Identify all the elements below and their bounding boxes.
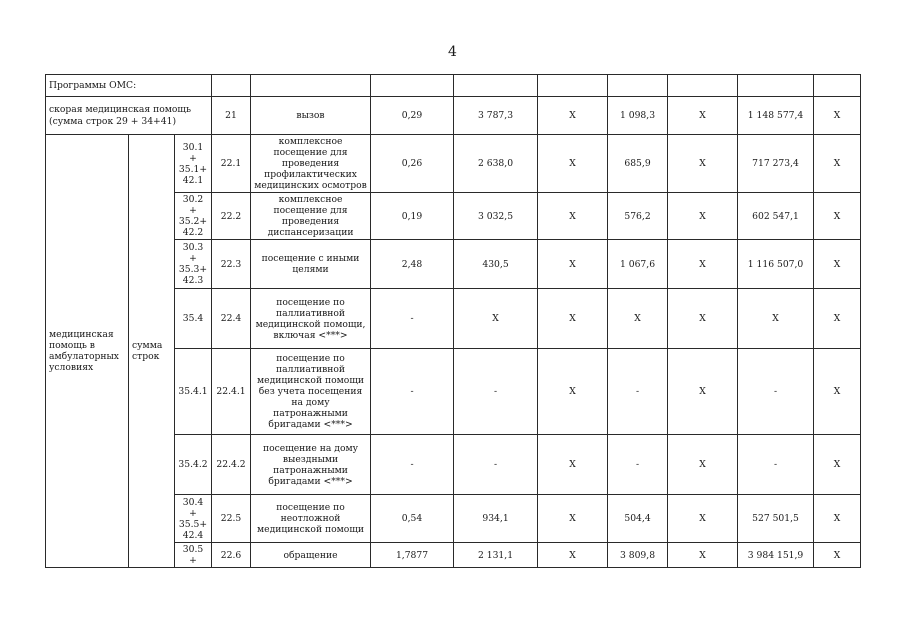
value-cell: 504,4 — [608, 495, 668, 543]
value-cell: X — [738, 289, 814, 349]
row-number: 21 — [212, 97, 251, 135]
value-cell: X — [454, 289, 538, 349]
value-cell: - — [371, 289, 454, 349]
value-cell: 3 984 151,9 — [738, 543, 814, 568]
value-cell: X — [538, 97, 608, 135]
row-number: 22.4.2 — [212, 435, 251, 495]
value-cell: 3 787,3 — [454, 97, 538, 135]
value-cell: 0,54 — [371, 495, 454, 543]
row-label: скорая медицинская помощь (сумма строк 29 + 34+41) — [46, 97, 212, 135]
value-cell: - — [608, 349, 668, 435]
value-cell: 1,7877 — [371, 543, 454, 568]
value-cell: X — [814, 193, 861, 240]
value-cell: X — [668, 543, 738, 568]
value-cell: - — [454, 349, 538, 435]
value-cell: - — [371, 349, 454, 435]
empty-cell — [251, 75, 371, 97]
value-cell: X — [814, 349, 861, 435]
value-cell: X — [538, 349, 608, 435]
value-cell: 0,26 — [371, 135, 454, 193]
value-cell: X — [538, 495, 608, 543]
value-cell: 0,29 — [371, 97, 454, 135]
value-cell: X — [538, 135, 608, 193]
row-number: 22.2 — [212, 193, 251, 240]
unit-cell: посещение по паллиативной медицинской помощи без учета посещения на дому патронажными бригадами <***> — [251, 349, 371, 435]
value-cell: X — [814, 240, 861, 289]
table-row — [46, 97, 861, 135]
value-cell: 2,48 — [371, 240, 454, 289]
unit-cell: комплексное посещение для проведения диспансеризации — [251, 193, 371, 240]
value-cell: - — [738, 349, 814, 435]
unit-cell: посещение на дому выездными патронажными бригадами <***> — [251, 435, 371, 495]
line-refs: 30.1 + 35.1+ 42.1 — [175, 135, 212, 193]
empty-cell — [371, 75, 454, 97]
value-cell: 1 148 577,4 — [738, 97, 814, 135]
unit-cell: посещение с иными целями — [251, 240, 371, 289]
row-number: 22.4.1 — [212, 349, 251, 435]
value-cell: X — [538, 193, 608, 240]
value-cell: X — [668, 289, 738, 349]
line-refs: 35.4.2 — [175, 435, 212, 495]
value-cell: 527 501,5 — [738, 495, 814, 543]
value-cell: X — [668, 349, 738, 435]
value-cell: X — [668, 435, 738, 495]
page-number: 4 — [448, 44, 457, 60]
unit-cell: обращение — [251, 543, 371, 568]
value-cell: X — [814, 97, 861, 135]
unit-cell: комплексное посещение для проведения профилактических медицинских осмотров — [251, 135, 371, 193]
value-cell: - — [371, 435, 454, 495]
empty-cell — [814, 75, 861, 97]
value-cell: X — [814, 289, 861, 349]
section-header: Программы ОМС: — [46, 75, 212, 97]
value-cell: 1 067,6 — [608, 240, 668, 289]
value-cell: 1 098,3 — [608, 97, 668, 135]
value-cell: 3 809,8 — [608, 543, 668, 568]
line-refs: 35.4 — [175, 289, 212, 349]
value-cell: 602 547,1 — [738, 193, 814, 240]
unit-cell: посещение по неотложной медицинской помощи — [251, 495, 371, 543]
value-cell: - — [454, 435, 538, 495]
row-number: 22.1 — [212, 135, 251, 193]
value-cell: X — [814, 135, 861, 193]
empty-cell — [454, 75, 538, 97]
unit-cell: посещение по паллиативной медицинской помощи, включая <***> — [251, 289, 371, 349]
value-cell: X — [608, 289, 668, 349]
value-cell: 717 273,4 — [738, 135, 814, 193]
value-cell: X — [538, 435, 608, 495]
unit-cell: вызов — [251, 97, 371, 135]
value-cell: X — [668, 97, 738, 135]
row-number: 22.4 — [212, 289, 251, 349]
empty-cell — [668, 75, 738, 97]
empty-cell — [608, 75, 668, 97]
value-cell: X — [668, 193, 738, 240]
line-refs: 30.4 + 35.5+ 42.4 — [175, 495, 212, 543]
oms-program-table — [45, 74, 861, 568]
value-cell: 2 131,1 — [454, 543, 538, 568]
line-refs: 30.5 + — [175, 543, 212, 568]
empty-cell — [212, 75, 251, 97]
sum-label: сумма строк — [129, 135, 175, 568]
value-cell: X — [668, 495, 738, 543]
value-cell: X — [538, 543, 608, 568]
value-cell: X — [814, 435, 861, 495]
table-row — [46, 75, 861, 97]
row-number: 22.3 — [212, 240, 251, 289]
line-refs: 30.3 + 35.3+ 42.3 — [175, 240, 212, 289]
value-cell: 2 638,0 — [454, 135, 538, 193]
empty-cell — [538, 75, 608, 97]
line-refs: 35.4.1 — [175, 349, 212, 435]
value-cell: 430,5 — [454, 240, 538, 289]
value-cell: 1 116 507,0 — [738, 240, 814, 289]
line-refs: 30.2 + 35.2+ 42.2 — [175, 193, 212, 240]
value-cell: - — [738, 435, 814, 495]
row-number: 22.5 — [212, 495, 251, 543]
value-cell: X — [668, 240, 738, 289]
value-cell: X — [668, 135, 738, 193]
value-cell: X — [814, 543, 861, 568]
row-number: 22.6 — [212, 543, 251, 568]
value-cell: 685,9 — [608, 135, 668, 193]
outpatient-label: медицинская помощь в амбулаторных условиях — [46, 135, 129, 568]
empty-cell — [738, 75, 814, 97]
value-cell: 3 032,5 — [454, 193, 538, 240]
value-cell: 0,19 — [371, 193, 454, 240]
value-cell: X — [814, 495, 861, 543]
value-cell: 576,2 — [608, 193, 668, 240]
value-cell: - — [608, 435, 668, 495]
value-cell: 934,1 — [454, 495, 538, 543]
value-cell: X — [538, 289, 608, 349]
table-row — [46, 135, 861, 193]
value-cell: X — [538, 240, 608, 289]
